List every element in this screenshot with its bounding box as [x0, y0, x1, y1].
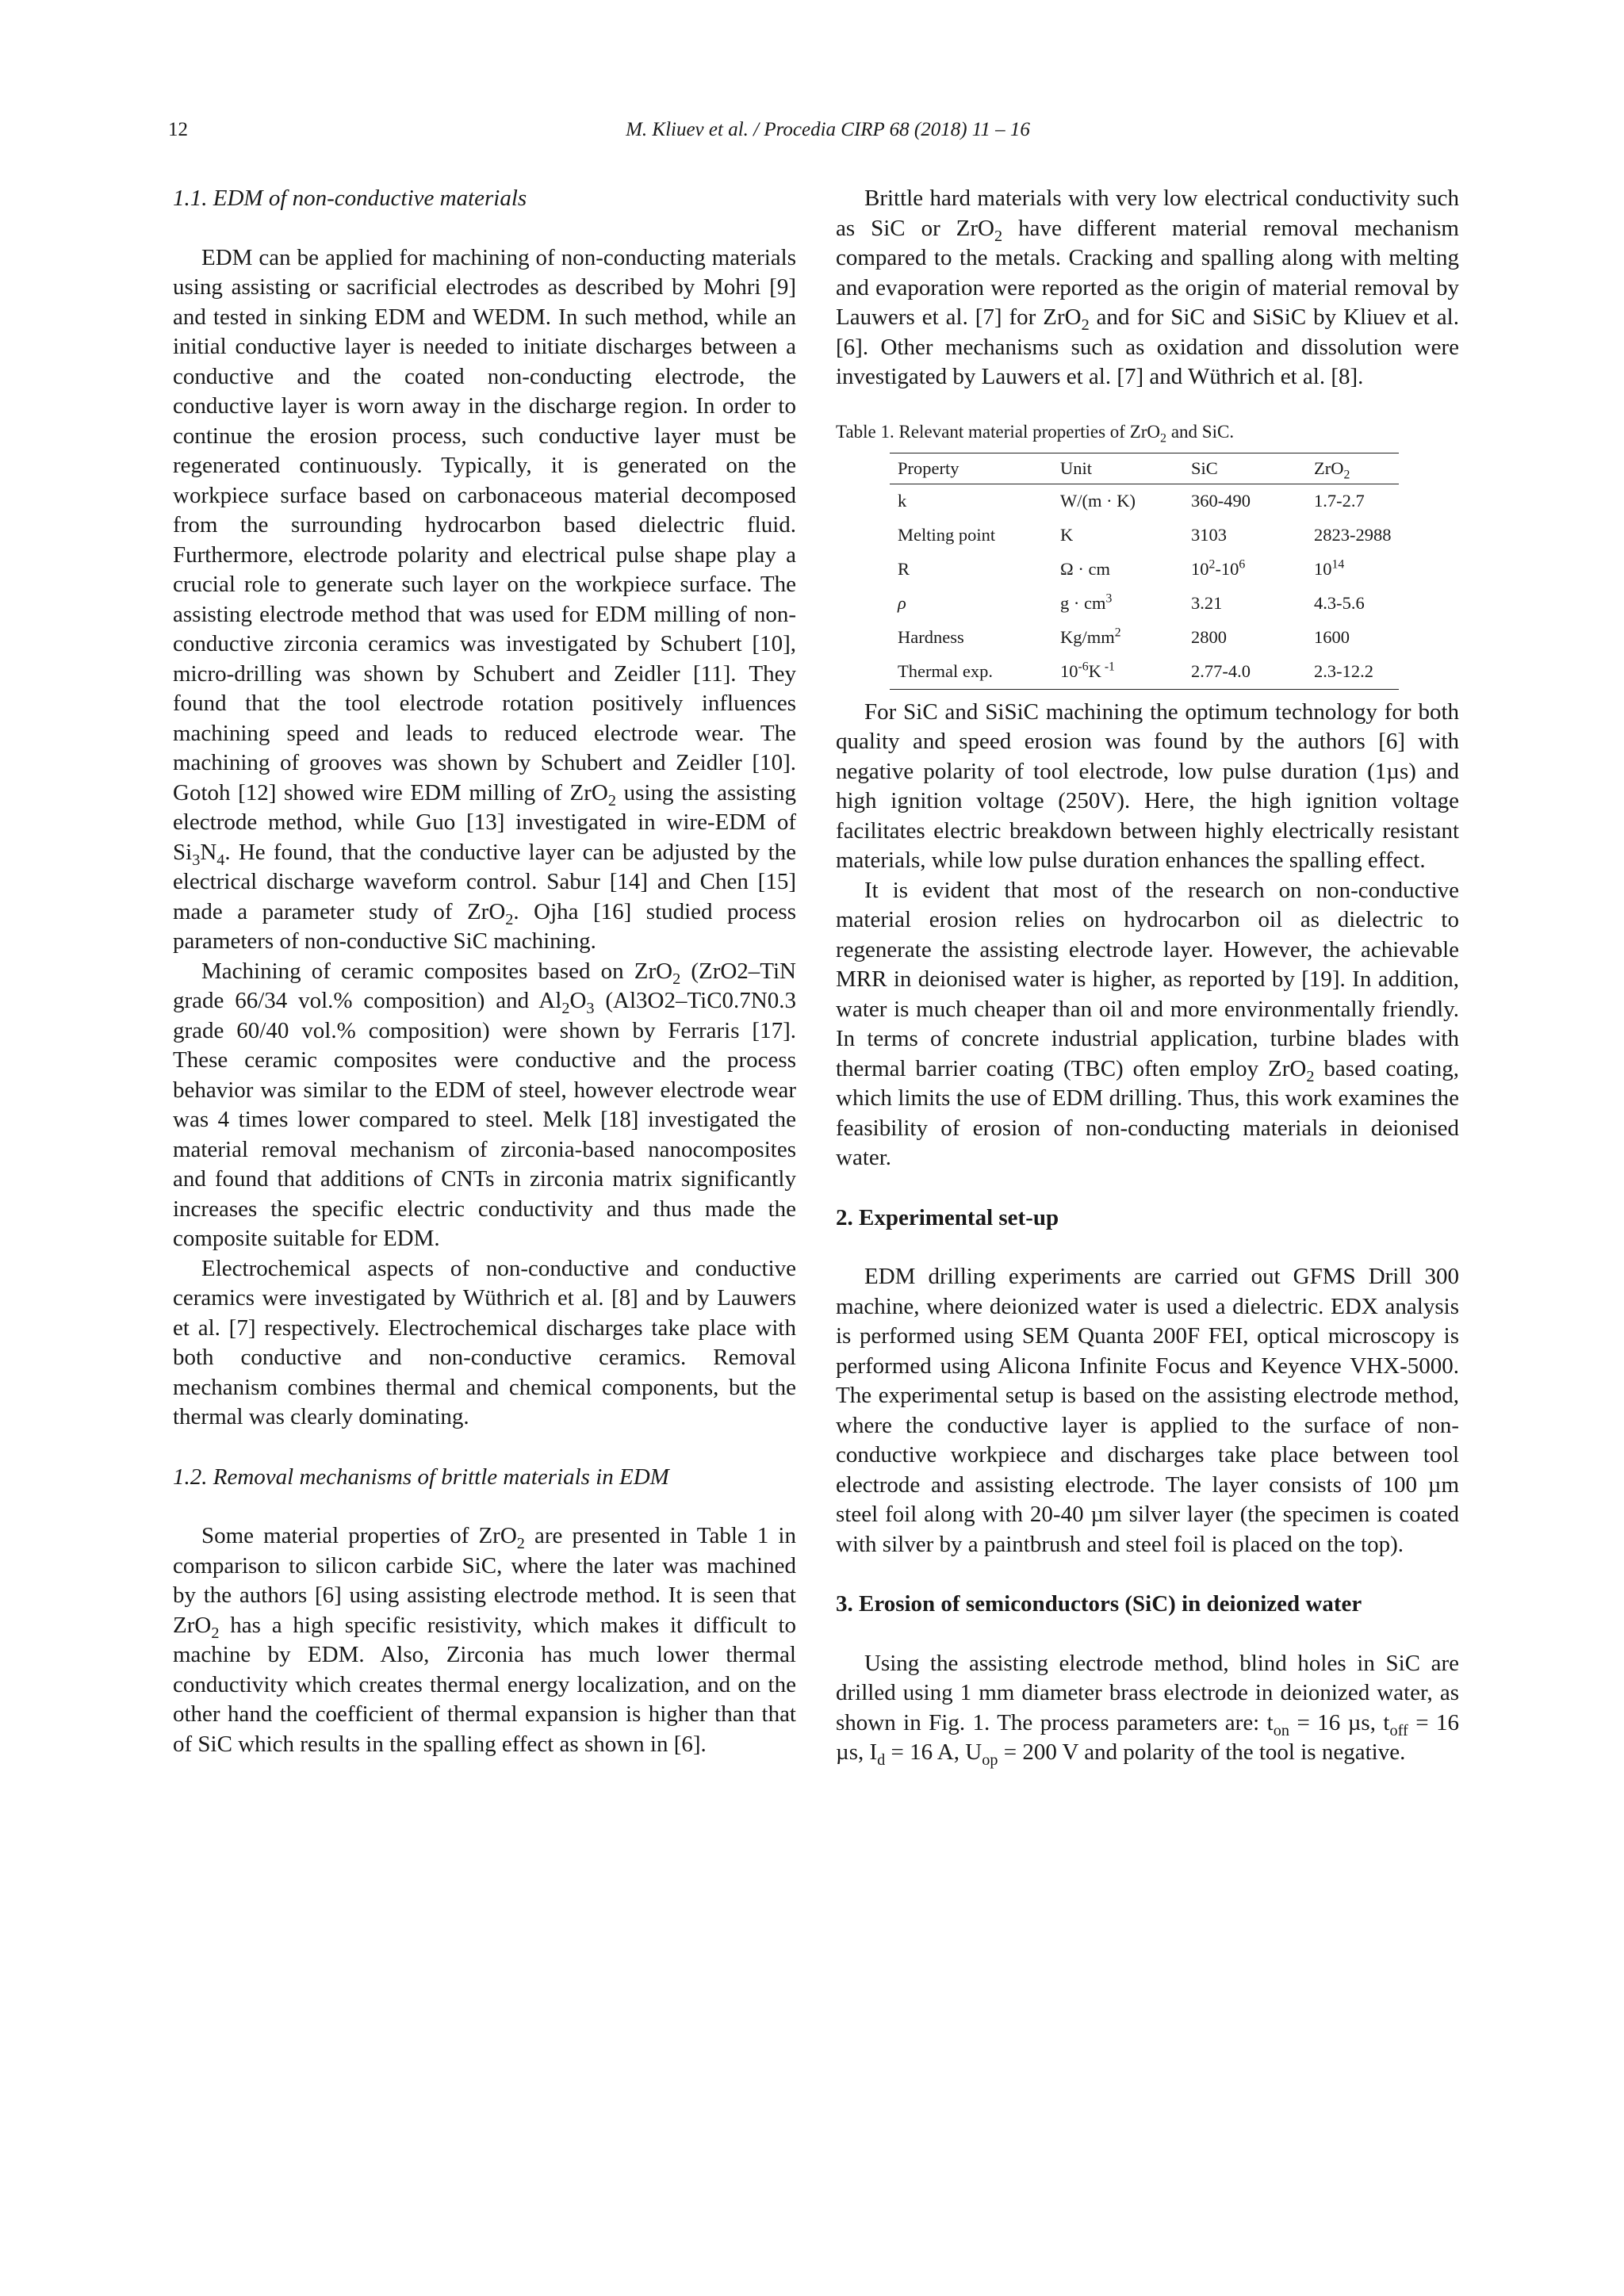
- table-cell: k: [898, 491, 907, 511]
- table-cell: 2.3-12.2: [1306, 655, 1399, 690]
- paragraph-material-properties: Some material properties of ZrO$_2$ are presented in Table 1 in comparison to silicon carbide SiC, where the later was machined by the authors [6] using assisting electrode method. It is seen that ZrO$_2$ has a high specific resistivity, which makes it difficult to machine by EDM. Also, Zirconia has much lower thermal conductivity which creates thermal energy localization, and on the other hand the coefficient of thermal expansion is higher than that of SiC which results in the spalling effect as shown in [6].: [173, 1523, 796, 1757]
- table-cell: Melting point: [898, 525, 996, 545]
- paragraph-ceramic-composites: Machining of ceramic composites based on ZrO$_2$ (ZrO2–TiN grade 66/34 vol.% composition) and $Al_2O_3$ (Al3O2–TiC0.7N0.3 grade 60/40 vol.% composition) were shown by Ferraris [17]. These ceramic composites were conductive and the process behavior was similar to the EDM of steel, however electrode wear was 4 times lower compared to steel. Melk [18] investigated the material removal mechanism of zirconia-based nanocomposites and found that additions of CNTs in zirconia matrix significantly increases the specific electric conductivity and thus made the composite suitable for EDM.: [173, 958, 796, 1251]
- left-column: [173, 184, 796, 1759]
- table-cell: $10^{14}$: [1314, 557, 1345, 580]
- paragraph-brittle-materials: Brittle hard materials with very low electrical conductivity such as SiC or ZrO$_2$ have different material removal mechanism compared to the metals. Cracking and spalling along with melting and evaporation were reported as the origin of material removal by Lauwers et al. [7] for ZrO$_2$ and for SiC and SiSiC by Kliuev et al. [6]. Other mechanisms such as oxidation and dissolution were investigated by Lauwers et al. [7] and Wüthrich et al. [8].: [836, 186, 1459, 389]
- material-properties-table: [890, 453, 1399, 690]
- table-cell: Ω · cm: [1060, 559, 1110, 580]
- paragraph-optimum-technology: For SiC and SiSiC machining the optimum technology for both quality and speed erosion was found by the authors [6] with negative polarity of tool electrode, low pulse duration (1µs) and high ignition voltage (250V). Here, the high ignition voltage facilitates electric breakdown between highly electrically resistant materials, while low pulse duration enhances the spalling effect.: [836, 698, 1459, 873]
- table-caption: Table 1. Relevant material properties of ZrO$_2$ and SiC.: [836, 421, 1235, 446]
- table-cell: W/(m · K): [1060, 491, 1136, 511]
- table-cell: 1600: [1314, 627, 1350, 648]
- table-cell: 1.7-2.7: [1314, 491, 1365, 511]
- table-cell: ρ: [898, 593, 906, 614]
- table-cell: 4.3-5.6: [1314, 593, 1365, 614]
- section-2-heading: 2. Experimental set-up: [836, 1204, 1059, 1230]
- journal-citation: M. Kliuev et al. / Procedia CIRP 68 (2018) 11 – 16: [626, 119, 1030, 140]
- paragraph-erosion-sic: Using the assisting electrode method, blind holes in SiC are drilled using 1 mm diameter brass electrode in deionized water, as shown in Fig. 1. The process parameters are: $t_{on} = 16$ µs, $t_{off} = 16$ µs, $I_d = 16$ A, $U_{op} = 200$ V and polarity of the tool is negative.: [836, 1650, 1459, 1769]
- table-cell: Hardness: [898, 627, 964, 648]
- paragraph-edm-non-conductive: EDM can be applied for machining of non-conducting materials using assisting or sacrificial electrodes as described by Mohri [9] and tested in sinking EDM and WEDM. In such method, while an initial conductive layer is needed to initiate discharges between a conductive and the coated non-conducting electrode, the conductive layer is worn away in the discharge region. In order to continue the erosion process, such conductive layer must be regenerated continuously. Typically, it is generated on the workpiece surface based on carbonaceous material decomposed from the surrounding hydrocarbon based dielectric fluid. Furthermore, electrode polarity and electrical pulse shape play a crucial role to generate such layer on the workpiece surface. The assisting electrode method that was used for EDM milling of non-conductive zirconia ceramics was investigated by Schubert [10], micro-drilling was shown by Schubert and Zeidler [11]. They found that the tool electrode rotation positively influences machining speed and leads to reduced electrode wear. The machining of grooves was shown by Schubert and Zeidler [10]. Gotoh [12] showed wire EDM milling of ZrO$_2$ using the assisting electrode method, while Guo [13] investigated in wire-EDM of $Si_3N_4$. He found, that the conductive layer can be adjusted by the electrical discharge waveform control. Sabur [14] and Chen [15] made a parameter study of ZrO$_2$. Ojha [16] studied process parameters of non-conductive SiC machining.: [173, 244, 796, 954]
- table-cell: $10^2-10^6$: [1191, 557, 1246, 580]
- header-cell: SiC: [1183, 453, 1306, 484]
- table-row: [890, 655, 1399, 690]
- table-cell: 3.21: [1191, 593, 1223, 614]
- table-row: [890, 553, 1399, 587]
- section-1-2-heading: 1.2. Removal mechanisms of brittle materials in EDM: [173, 1464, 669, 1490]
- table-cell: 3103: [1191, 525, 1227, 545]
- table-header-row: [890, 453, 1399, 484]
- paragraph-electrochemical: Electrochemical aspects of non-conductive and conductive ceramics were investigated by Wüthrich et al. [8] and by Lauwers et al. [7] respectively. Electrochemical discharges take place with both conductive and non-conductive ceramics. Removal mechanism combines thermal and chemical components, but the thermal was clearly dominating.: [173, 1255, 796, 1429]
- table-row: [890, 484, 1399, 519]
- table-row: [890, 587, 1399, 621]
- table-cell: Thermal exp.: [890, 655, 1052, 690]
- table-row: [890, 621, 1399, 655]
- paragraph-experimental-setup: EDM drilling experiments are carried out GFMS Drill 300 machine, where deionized water is used a dielectric. EDX analysis is performed using SEM Quanta 200F FEI, optical microscopy is performed using Alicona Infinite Focus and Keyence VHX-5000. The experimental setup is based on the assisting electrode method, where the conductive layer is applied to the surface of non-conductive workpiece and discharges take place between tool electrode and assisting electrode. The layer consists of 100 µm steel foil along with 20-40 µm silver layer (the specimen is coated with silver by a paintbrush and steel foil is placed on the top).: [836, 1264, 1459, 1557]
- table-cell: K: [1060, 525, 1074, 545]
- table-cell: $g \cdot cm^3$: [1060, 591, 1113, 614]
- header-cell: Property: [890, 453, 1052, 484]
- table-cell: 2800: [1191, 627, 1227, 648]
- right-column: [836, 184, 1459, 1768]
- table-cell: 2.77-4.0: [1183, 655, 1306, 690]
- section-3-heading: 3. Erosion of semiconductors (SiC) in deionized water: [836, 1591, 1362, 1617]
- table-cell: 2823-2988: [1314, 525, 1392, 545]
- table-row: [890, 519, 1399, 553]
- header-cell: Unit: [1052, 453, 1183, 484]
- header-cell: ZrO$_2$: [1306, 453, 1399, 484]
- table-cell: $Kg/mm^2$: [1060, 626, 1121, 648]
- paragraph-deionised-water: It is evident that most of the research on non-conductive material erosion relies on hydrocarbon oil as dielectric to regenerate the assisting electrode layer. However, the achievable MRR in deionised water is higher, as reported by [19]. In addition, water is much cheaper than oil and more environmentally friendly. In terms of concrete industrial application, turbine blades with thermal barrier coating (TBC) often employ ZrO$_2$ based coating, which limits the use of EDM drilling. Thus, this work examines the feasibility of erosion of non-conducting materials in deionised water.: [836, 877, 1459, 1170]
- section-1-1-heading: 1.1. EDM of non-conductive materials: [173, 186, 527, 211]
- table-cell: 360-490: [1191, 491, 1251, 511]
- page-number: 12: [168, 119, 188, 140]
- table-cell: R: [898, 559, 910, 580]
- table-cell: $10^{-6}K$ $^{-1}$: [1052, 655, 1183, 690]
- running-header: [0, 119, 1624, 151]
